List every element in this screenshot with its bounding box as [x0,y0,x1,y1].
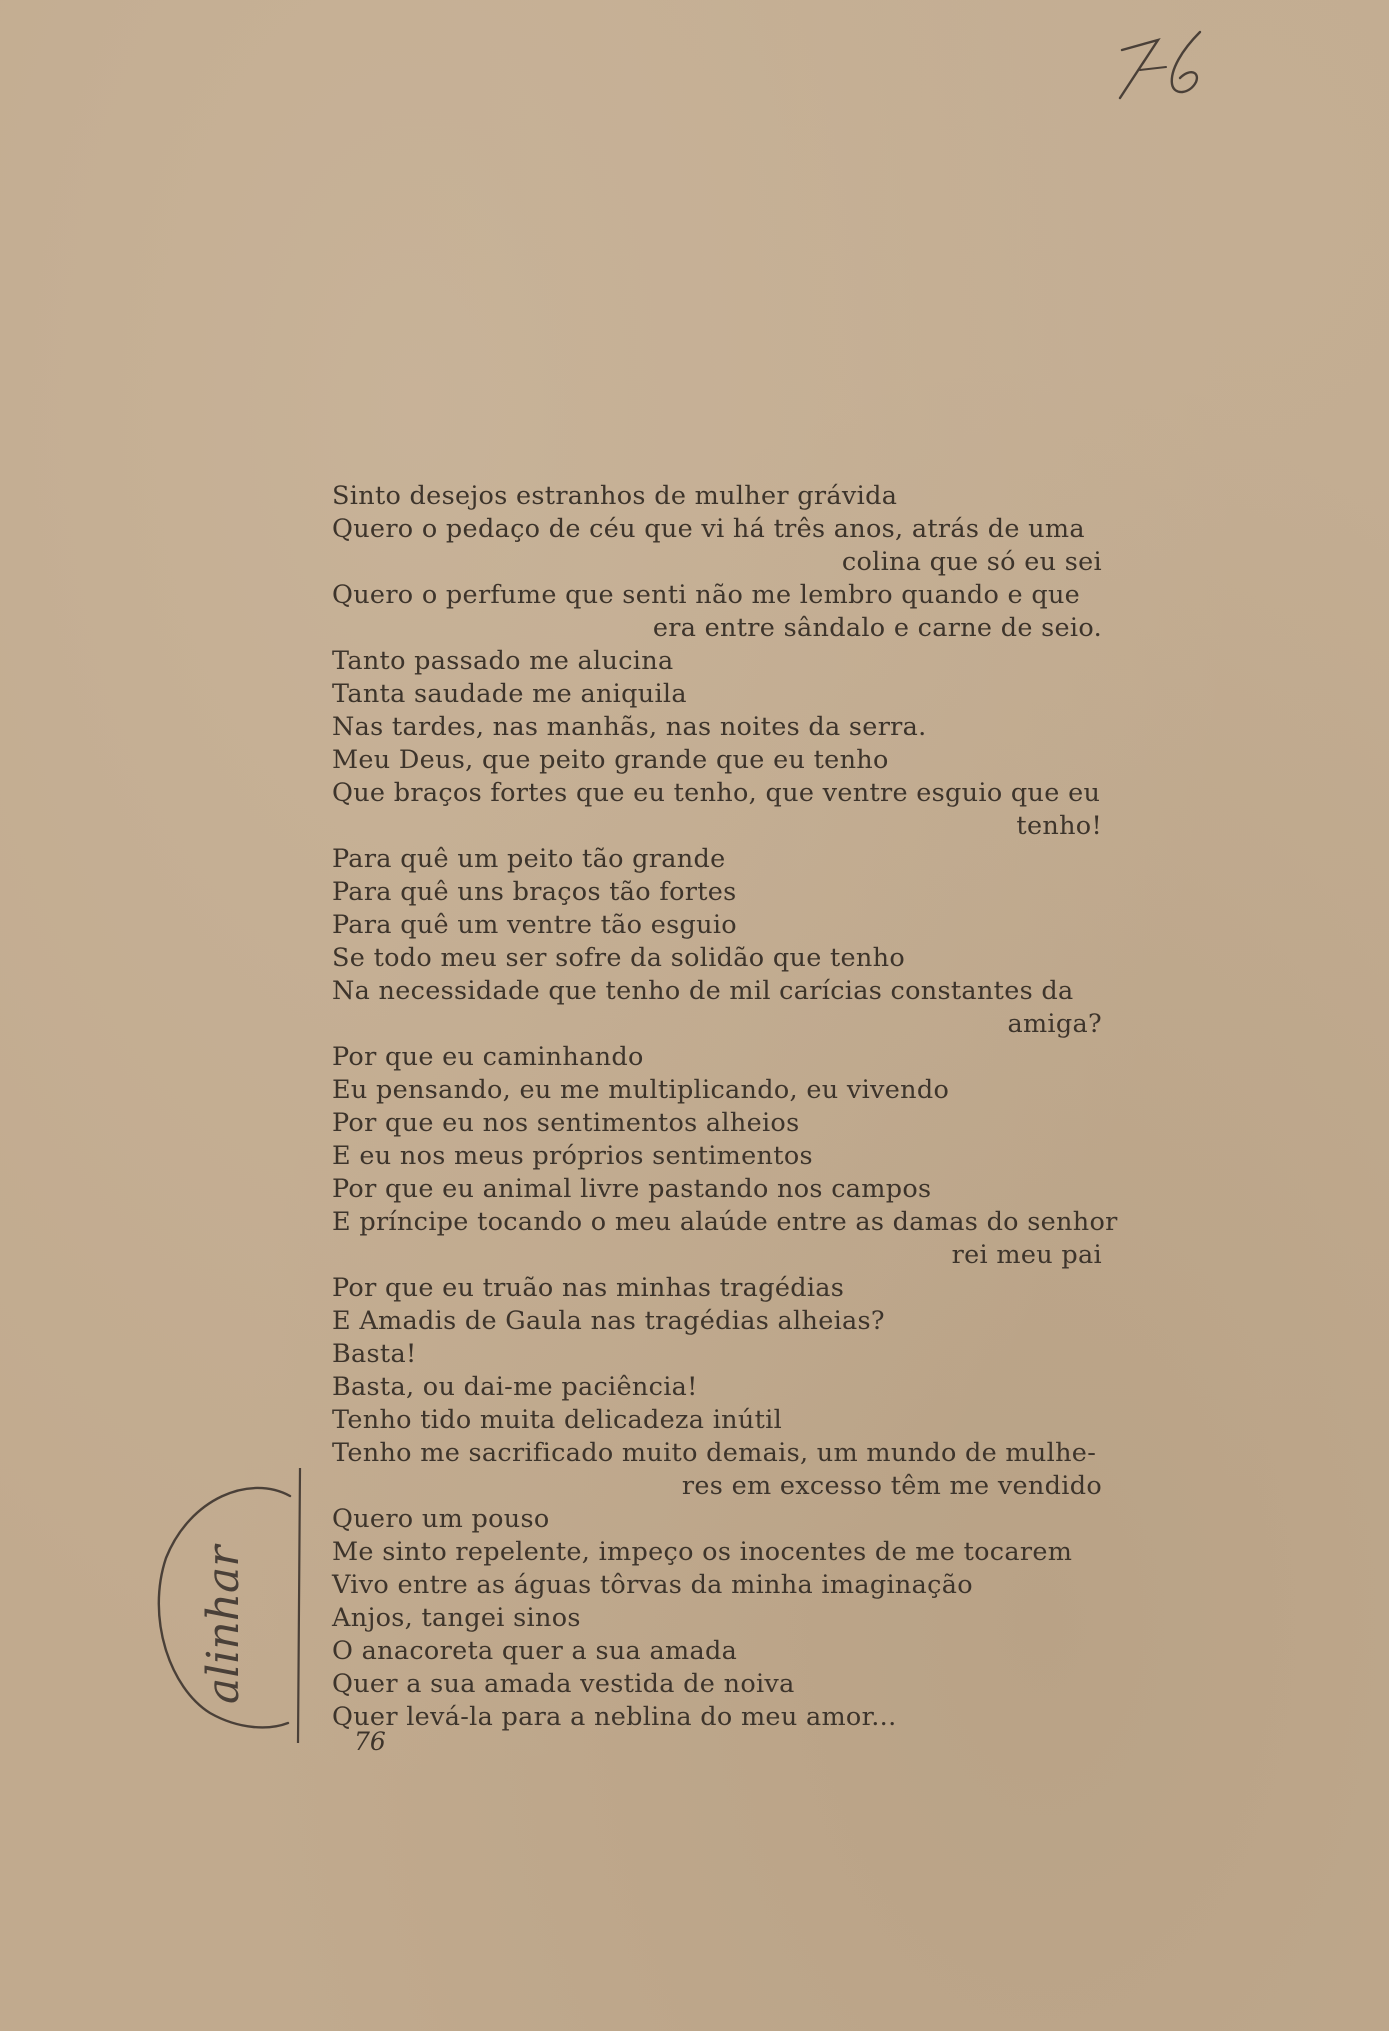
poem-line: Se todo meu ser sofre da solidão que tenho [332,943,906,973]
poem-line: amiga? [1007,1009,1102,1039]
poem-line: Eu pensando, eu me multiplicando, eu vivendo [332,1075,950,1105]
poem-line: era entre sândalo e carne de seio. [652,613,1102,643]
margin-note-alinhar [150,1468,320,1743]
poem-line: Sinto desejos estranhos de mulher grávida [332,481,898,511]
poem-line: Quer a sua amada vestida de noiva [332,1669,795,1699]
poem-line: Tanto passado me alucina [332,646,674,676]
poem-line: Basta! [332,1339,417,1369]
poem-line: Para quê um peito tão grande [332,844,726,874]
poem-line: Por que eu truão nas minhas tragédias [332,1273,845,1303]
poem-line: Tanta saudade me aniquila [332,679,687,709]
poem-line: E eu nos meus próprios sentimentos [332,1141,813,1171]
poem-line: Tenho me sacrificado muito demais, um mundo de mulhe- [332,1438,1097,1468]
poem-line: E Amadis de Gaula nas tragédias alheias? [332,1306,885,1336]
poem-line: Por que eu animal livre pastando nos campos [332,1174,932,1204]
poem-line: Basta, ou dai-me paciência! [332,1372,698,1402]
poem-line: Para quê um ventre tão esguio [332,910,737,940]
poem-line: Quer levá-la para a neblina do meu amor... [332,1702,897,1732]
poem-line: Quero um pouso [332,1504,550,1534]
poem-line: Na necessidade que tenho de mil carícias constantes da [332,976,1074,1006]
poem-line: res em excesso têm me vendido [681,1471,1102,1501]
poem-line: Tenho tido muita delicadeza inútil [332,1405,783,1435]
poem-line: Me sinto repelente, impeço os inocentes de me tocarem [332,1537,1073,1567]
margin-note-text: alinhar [198,1545,249,1704]
poem-line: Nas tardes, nas manhãs, nas noites da serra. [332,712,927,742]
poem-line: Por que eu nos sentimentos alheios [332,1108,800,1138]
poem-line: tenho! [1016,811,1102,841]
poem-line: E príncipe tocando o meu alaúde entre as damas do senhor [332,1207,1118,1237]
poem-line: Para quê uns braços tão fortes [332,877,737,907]
poem-line: Vivo entre as águas tôrvas da minha imaginação [332,1570,973,1600]
page-number: 76 [354,1727,386,1756]
poem-line: Quero o pedaço de céu que vi há três anos, atrás de uma [332,514,1085,544]
poem-line: rei meu pai [951,1240,1102,1270]
poem-line: Quero o perfume que senti não me lembro quando e que [332,580,1081,610]
poem-line: Que braços fortes que eu tenho, que ventre esguio que eu [332,778,1101,808]
poem-line: Anjos, tangei sinos [332,1603,581,1633]
poem-line: colina que só eu sei [841,547,1102,577]
poem-text [332,480,1118,1734]
handwritten-folio-number [1100,20,1230,110]
poem-line: O anacoreta quer a sua amada [332,1636,738,1666]
poem-line: Por que eu caminhando [332,1042,644,1072]
poem-line: Meu Deus, que peito grande que eu tenho [332,745,889,775]
